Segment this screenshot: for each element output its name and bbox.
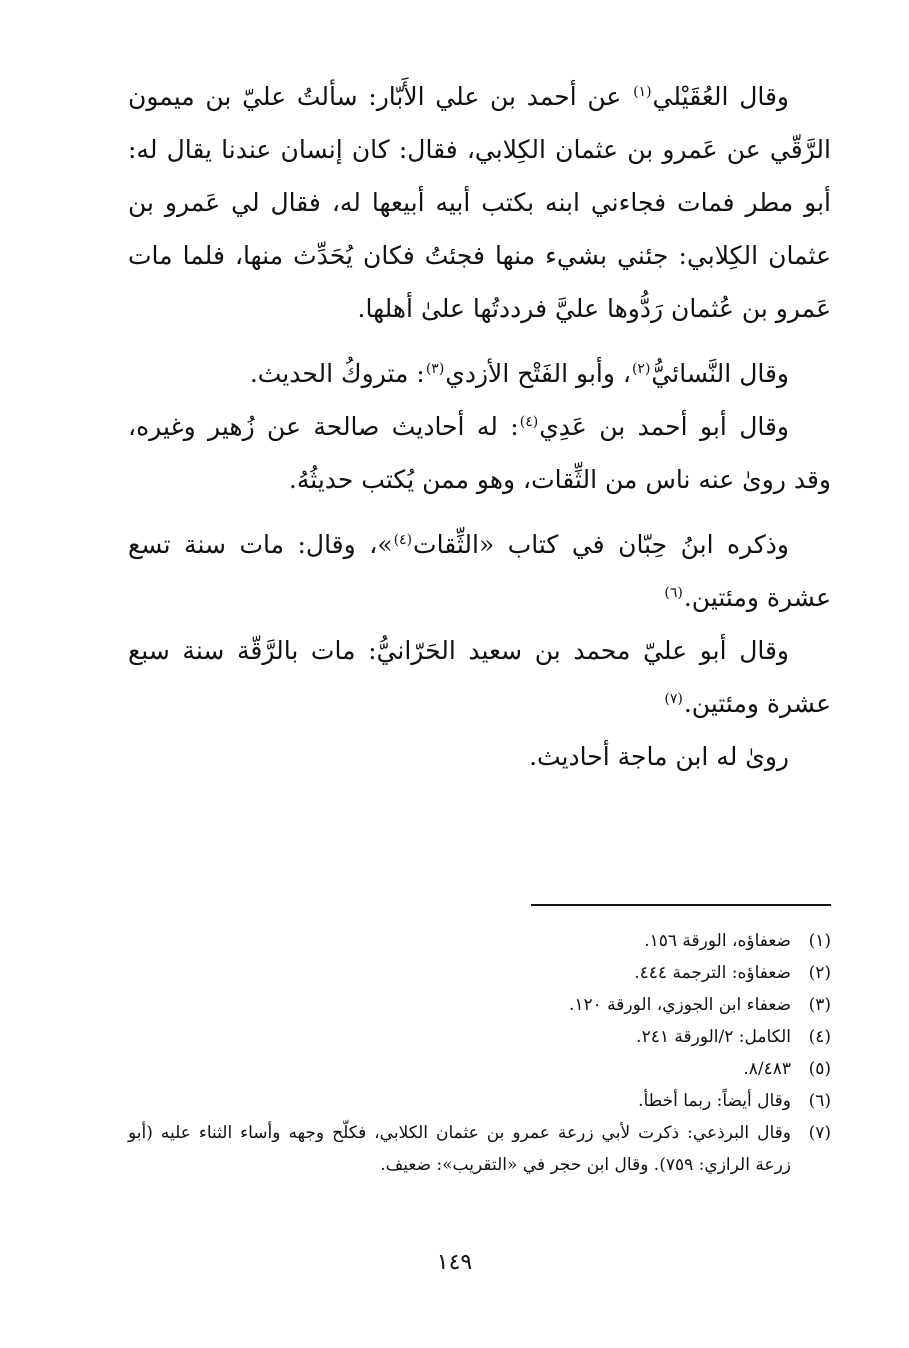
footnote-5 bbox=[128, 1053, 831, 1085]
footnote-number: (٤) bbox=[808, 1027, 831, 1047]
footnote-ref-2[interactable]: (٢) bbox=[631, 360, 651, 377]
paragraph-4-part-b: »، وقال: مات سنة تسع عشرة ومئتين. bbox=[128, 530, 831, 612]
footnote-text: ضعفاؤه: الترجمة ٤٤٤. bbox=[634, 963, 791, 983]
footnote-7 bbox=[128, 1117, 831, 1181]
footnote-number: (٧) bbox=[808, 1123, 831, 1143]
paragraph-3 bbox=[128, 400, 831, 506]
footnote-2 bbox=[128, 957, 831, 989]
footnote-separator bbox=[531, 904, 831, 906]
paragraph-1-part-a: وقال العُقَيْلي bbox=[652, 82, 789, 111]
footnote-ref-6[interactable]: (٦) bbox=[664, 584, 683, 601]
footnote-3 bbox=[128, 989, 831, 1021]
paragraph-1-part-b: عن أحمد بن علي الأَبّار: سألتُ عليّ بن ميمون الرَّقّي عن عَمرو بن عثمان الكِلابي، فقال: كان إنسان عندنا يقال له: أبو مطر فمات فجاءني ابنه بكتب أبيه أبيعها له، فقال لي عَمرو بن عثمان الكِلابي: جئني بشيء منها فجئتُ فكان يُحَدِّث منها، فلما مات عَمرو بن عُثمان رَدُّوها عليَّ فرددتُها علىٰ أهلها. bbox=[128, 82, 831, 323]
footnote-1 bbox=[128, 925, 831, 957]
paragraph-4 bbox=[128, 518, 831, 624]
footnote-ref-4[interactable]: (٤) bbox=[519, 413, 539, 430]
footnote-ref-1[interactable]: (١) bbox=[633, 83, 652, 100]
paragraph-2-part-c: : متروكُ الحديث. bbox=[249, 359, 425, 388]
paragraph-2-part-a: وقال النَّسائيُّ bbox=[651, 359, 789, 388]
paragraph-4-part-a: وذكره ابنُ حِبّان في كتاب «الثِّقات bbox=[413, 530, 790, 559]
footnote-number: (٢) bbox=[808, 963, 831, 983]
page-number: ١٤٩ bbox=[436, 1250, 473, 1275]
paragraph-5-part-a: وقال أبو عليّ محمد بن سعيد الحَرّانيُّ: مات بالرَّقّة سنة سبع عشرة ومئتين. bbox=[128, 636, 831, 718]
footnote-number: (٥) bbox=[808, 1059, 831, 1079]
paragraph-2-part-b: ، وأبو الفَتْح الأزدي bbox=[445, 359, 631, 388]
footnote-text: الكامل: ٢/الورقة ٢٤١. bbox=[636, 1027, 791, 1047]
footnote-text: ضعفاء ابن الجوزي، الورقة ١٢٠. bbox=[568, 995, 791, 1015]
footnote-text: ضعفاؤه، الورقة ١٥٦. bbox=[644, 931, 791, 951]
footnote-text: وقال البرذعي: ذكرت لأبي زرعة عمرو بن عثمان الكلابي، فكلّح وجهه وأساء الثناء عليه (أبو زرعة الرازي: ٧٥٩). وقال ابن حجر في «التقريب»: ضعيف. bbox=[128, 1123, 791, 1175]
main-text-block bbox=[128, 70, 831, 783]
footnote-4 bbox=[128, 1021, 831, 1053]
footnote-text: ٨/٤٨٣. bbox=[743, 1059, 791, 1079]
footnote-ref-4b[interactable]: (٤) bbox=[393, 531, 413, 548]
footnote-number: (٣) bbox=[808, 995, 831, 1015]
footnote-number: (١) bbox=[808, 931, 831, 951]
footnote-ref-7[interactable]: (٧) bbox=[664, 690, 683, 707]
footnote-ref-3[interactable]: (٣) bbox=[425, 360, 445, 377]
footnote-text: وقال أيضاً: ربما أخطأ. bbox=[638, 1091, 791, 1111]
footnote-6 bbox=[128, 1085, 831, 1117]
footnote-number: (٦) bbox=[808, 1091, 831, 1111]
paragraph-3-part-b: : له أحاديث صالحة عن زُهير وغيره، وقد روىٰ عنه ناس من الثِّقات، وهو ممن يُكتب حديثُهُ. bbox=[128, 412, 831, 494]
paragraph-5 bbox=[128, 624, 831, 730]
footnotes-block bbox=[128, 925, 831, 1181]
paragraph-6-part-a: روىٰ له ابن ماجة أحاديث. bbox=[529, 742, 789, 771]
paragraph-1 bbox=[128, 70, 831, 335]
paragraph-2 bbox=[128, 347, 831, 400]
paragraph-3-part-a: وقال أبو أحمد بن عَدِي bbox=[539, 412, 789, 441]
paragraph-6 bbox=[128, 730, 831, 783]
